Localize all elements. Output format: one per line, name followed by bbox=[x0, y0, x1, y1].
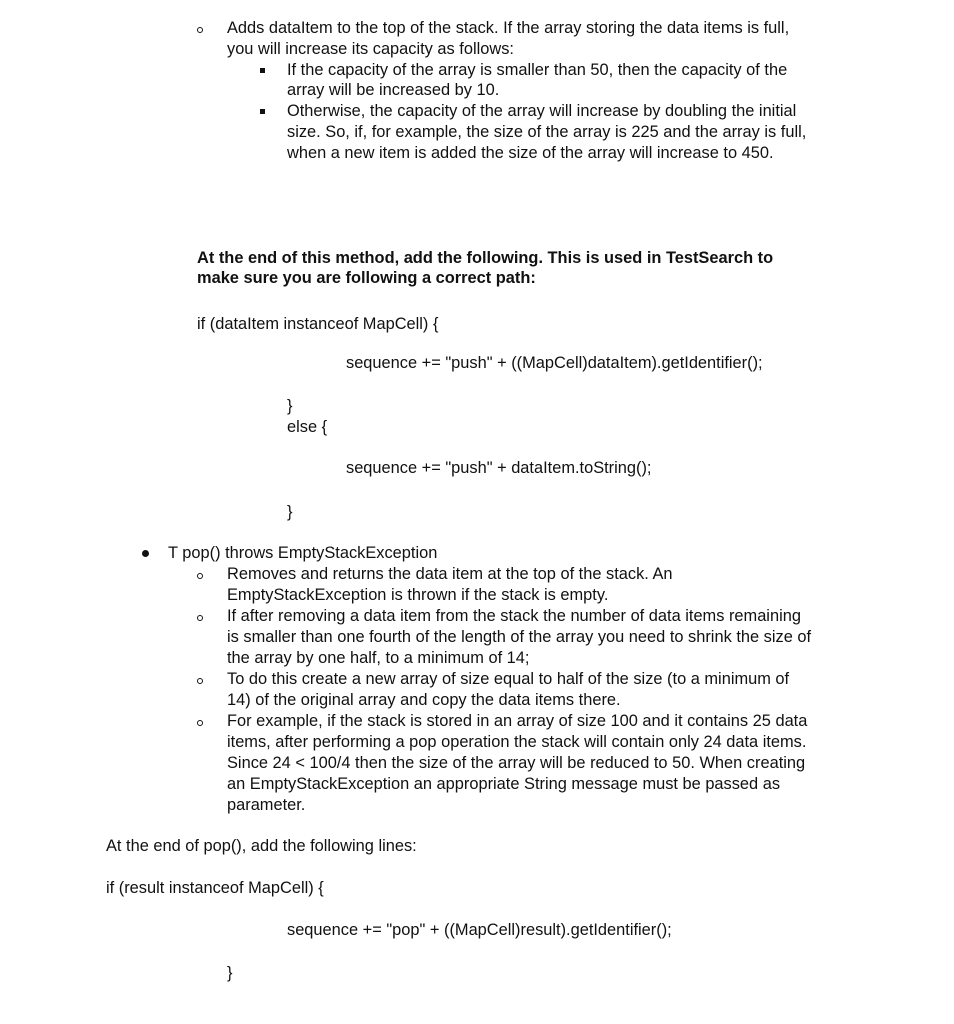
circle-bullet-icon bbox=[197, 615, 203, 621]
circle-bullet-icon bbox=[197, 678, 203, 684]
pop-example-line-5: parameter. bbox=[227, 796, 306, 814]
rule-otherwise-line-3: when a new item is added the size of the array will increase to 450. bbox=[287, 144, 774, 162]
circle-bullet-icon bbox=[197, 720, 203, 726]
pop-shrink-line-1: If after removing a data item from the stack the number of data items remaining bbox=[227, 607, 801, 625]
adds-item-line-1: Adds dataItem to the top of the stack. If the array storing the data items is full, bbox=[227, 19, 790, 37]
pop-end-note: At the end of pop(), add the following lines: bbox=[106, 837, 417, 855]
pop-removes-line-2: EmptyStackException is thrown if the stack is empty. bbox=[227, 586, 609, 604]
pop-example-line-3: Since 24 < 100/4 then the size of the array will be reduced to 50. When creating bbox=[227, 754, 806, 772]
pop-example-line-1: For example, if the stack is stored in an array of size 100 and it contains 25 data bbox=[227, 712, 808, 730]
push-code-final-brace: } bbox=[287, 503, 293, 521]
circle-bullet-icon bbox=[197, 573, 203, 579]
pop-removes-line-1: Removes and returns the data item at the top of the stack. An bbox=[227, 565, 673, 583]
square-bullet-icon bbox=[260, 68, 265, 73]
square-bullet-icon bbox=[260, 109, 265, 114]
pop-code-close-brace: } bbox=[227, 964, 233, 982]
pop-example-line-4: an EmptyStackException an appropriate String message must be passed as bbox=[227, 775, 781, 793]
pop-shrink-line-2: is smaller than one fourth of the length of the array you need to shrink the size of bbox=[227, 628, 812, 646]
pop-create-line-2: 14) of the original array and copy the data items there. bbox=[227, 691, 621, 709]
pop-create-line-1: To do this create a new array of size equal to half of the size (to a minimum of bbox=[227, 670, 790, 688]
pop-code-sequence-line: sequence += "pop" + ((MapCell)result).getIdentifier(); bbox=[287, 921, 672, 939]
rule-small-line-2: array will be increased by 10. bbox=[287, 81, 500, 99]
circle-bullet-icon bbox=[197, 27, 203, 33]
push-code-sequence-mapcell: sequence += "push" + ((MapCell)dataItem).getIdentifier(); bbox=[346, 354, 763, 372]
push-code-sequence-tostring: sequence += "push" + dataItem.toString(); bbox=[346, 459, 652, 477]
pop-example-line-2: items, after performing a pop operation the stack will contain only 24 data items. bbox=[227, 733, 807, 751]
pop-signature: T pop() throws EmptyStackException bbox=[168, 544, 438, 562]
pop-shrink-line-3: the array by one half, to a minimum of 14; bbox=[227, 649, 530, 667]
disc-bullet-icon bbox=[142, 550, 149, 557]
push-code-close-brace: } bbox=[287, 397, 293, 415]
push-note-line-2: make sure you are following a correct path: bbox=[197, 269, 536, 287]
adds-item-line-2: you will increase its capacity as follows: bbox=[227, 40, 514, 58]
rule-small-line-1: If the capacity of the array is smaller than 50, then the capacity of the bbox=[287, 61, 788, 79]
push-code-if-line: if (dataItem instanceof MapCell) { bbox=[197, 315, 439, 333]
push-code-else-line: else { bbox=[287, 418, 328, 436]
pop-code-if-line: if (result instanceof MapCell) { bbox=[106, 879, 324, 897]
push-note-line-1: At the end of this method, add the following. This is used in TestSearch to bbox=[197, 249, 774, 267]
rule-otherwise-line-1: Otherwise, the capacity of the array will increase by doubling the initial bbox=[287, 102, 797, 120]
rule-otherwise-line-2: size. So, if, for example, the size of the array is 225 and the array is full, bbox=[287, 123, 807, 141]
